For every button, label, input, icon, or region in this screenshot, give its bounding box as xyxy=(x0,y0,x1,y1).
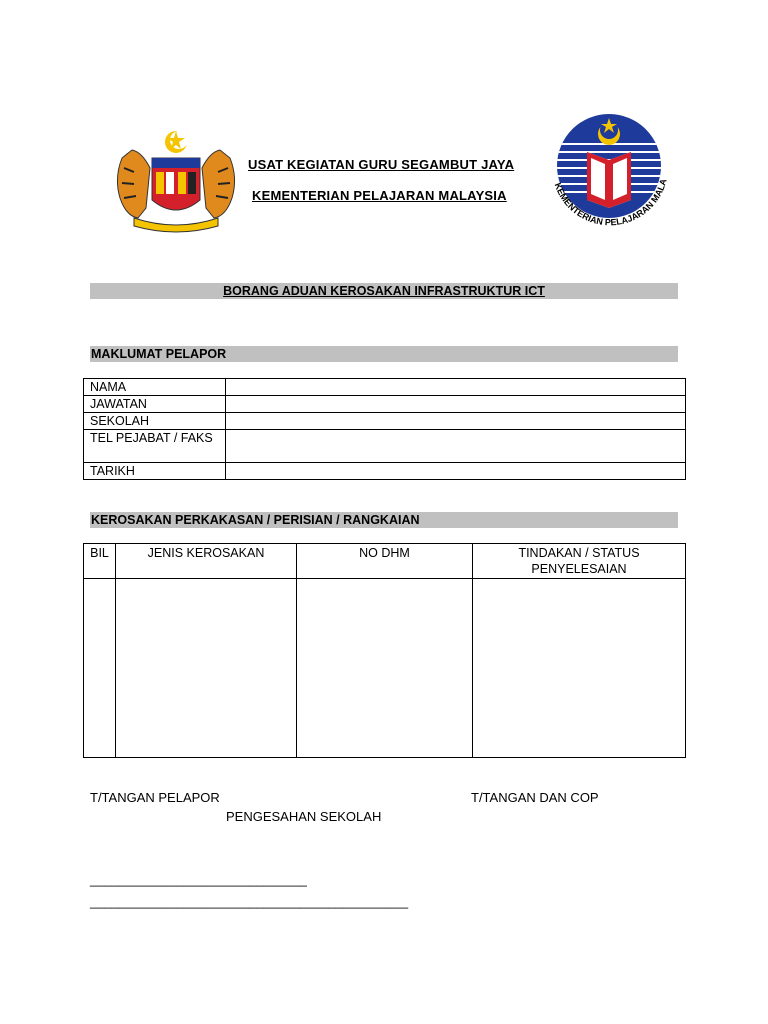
table-row xyxy=(84,413,686,430)
table-row xyxy=(84,379,686,396)
signature-line-2: ____________________________________________ xyxy=(90,894,409,909)
damage-table xyxy=(83,543,686,758)
kpm-logo xyxy=(547,108,673,234)
row-value-tel[interactable] xyxy=(226,430,686,463)
row-label-sekolah: SEKOLAH xyxy=(84,413,226,430)
section1-title: MAKLUMAT PELAPOR xyxy=(91,347,227,361)
reporter-info-table xyxy=(83,378,686,480)
malaysia-coat-of-arms-icon xyxy=(112,128,240,236)
coat-of-arms-logo xyxy=(112,128,240,236)
row-label-tarikh: TARIKH xyxy=(84,463,226,480)
header-jenis-kerosakan: JENIS KEROSAKAN xyxy=(116,544,297,579)
row-label-jawatan: JAWATAN xyxy=(84,396,226,413)
cell-no-dhm[interactable] xyxy=(297,579,473,758)
header-no-dhm: NO DHM xyxy=(297,544,473,579)
table-row xyxy=(84,463,686,480)
header-title-line2: KEMENTERIAN PELAJARAN MALAYSIA xyxy=(252,188,507,203)
table-row xyxy=(84,430,686,463)
header-tindakan-status: TINDAKAN / STATUS PENYELESAIAN xyxy=(473,544,686,579)
section1-title-bar xyxy=(90,346,678,362)
cell-jenis-kerosakan[interactable] xyxy=(116,579,297,758)
school-verification-label: PENGESAHAN SEKOLAH xyxy=(226,809,382,824)
table-row xyxy=(84,579,686,758)
row-value-sekolah[interactable] xyxy=(226,413,686,430)
kpm-logo-text: KEMENTERIAN PELAJARAN MALA xyxy=(552,178,669,228)
row-value-nama[interactable] xyxy=(226,379,686,396)
cell-tindakan-status[interactable] xyxy=(473,579,686,758)
row-label-tel: TEL PEJABAT / FAKS xyxy=(84,430,226,463)
signature-line-1: ______________________________ xyxy=(90,872,307,887)
cell-bil[interactable] xyxy=(84,579,116,758)
form-title-bar xyxy=(90,283,678,299)
row-value-tarikh[interactable] xyxy=(226,463,686,480)
row-label-nama: NAMA xyxy=(84,379,226,396)
header-bil: BIL xyxy=(84,544,116,579)
form-title: BORANG ADUAN KEROSAKAN INFRASTRUKTUR ICT xyxy=(223,284,545,298)
kpm-logo-icon xyxy=(547,108,673,234)
header-title-line1: USAT KEGIATAN GURU SEGAMBUT JAYA xyxy=(248,157,515,172)
section2-title-bar xyxy=(90,512,678,528)
signature-stamp-label: T/TANGAN DAN COP xyxy=(471,790,599,805)
table-header-row xyxy=(84,544,686,579)
table-row xyxy=(84,396,686,413)
row-value-jawatan[interactable] xyxy=(226,396,686,413)
section2-title: KEROSAKAN PERKAKASAN / PERISIAN / RANGKAIAN xyxy=(91,513,420,527)
signature-reporter-label: T/TANGAN PELAPOR xyxy=(90,790,220,805)
